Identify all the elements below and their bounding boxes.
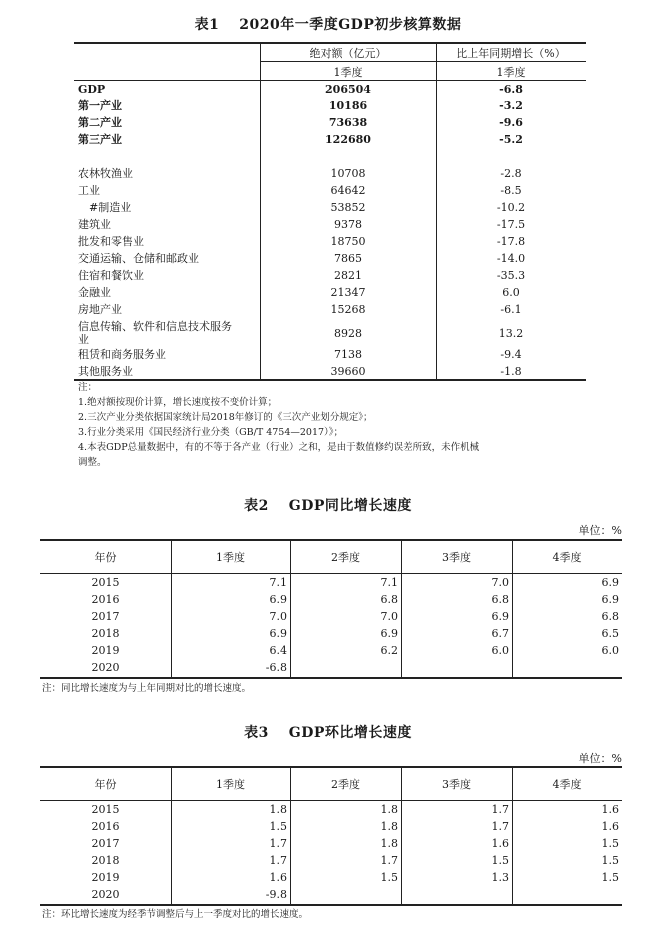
table1-note-line: 2.三次产业分类依据国家统计局2018年修订的《三次产业划分规定》； [78, 412, 373, 423]
table3-value-cell: 1.6 [601, 803, 619, 816]
table2-header-cell: 3季度 [442, 551, 471, 564]
table3-header-cell: 1季度 [216, 778, 245, 791]
table2-header-cell: 2季度 [331, 551, 360, 564]
row-label: 第二产业 [78, 116, 122, 129]
table2-value-cell: 6.9 [269, 593, 287, 606]
table1-header-mid-rule [260, 61, 586, 62]
row-growth-value: -6.8 [499, 83, 523, 96]
row-growth-value: -5.2 [499, 133, 523, 146]
table3-value-cell: 1.7 [491, 820, 509, 833]
table1-col-abs: 绝对额（亿元） [309, 47, 387, 60]
row-absolute-value: 7138 [334, 348, 362, 361]
row-growth-value: -8.5 [500, 184, 522, 197]
table2-value-cell: 6.0 [601, 644, 619, 657]
row-absolute-value: 10186 [328, 99, 368, 112]
table2-value-cell: 6.8 [380, 593, 398, 606]
table1-notes [78, 380, 479, 470]
table3-value-cell: 1.6 [601, 820, 619, 833]
table1-row [74, 199, 586, 216]
table2-value-cell: 6.0 [491, 644, 509, 657]
table1-row [74, 114, 586, 131]
table3-header-cell: 4季度 [552, 778, 582, 791]
table2-value-cell: 7.0 [380, 610, 398, 623]
table2-value-cell: 6.9 [380, 627, 398, 640]
table3-value-cell: -9.8 [265, 888, 287, 901]
table2-value-cell: 6.8 [601, 610, 619, 623]
table2-year-cell: 2020 [91, 661, 120, 674]
table2-value-cell: 6.7 [491, 627, 509, 640]
table3-value-cell: 1.5 [601, 871, 619, 884]
row-label: 第一产业 [78, 99, 122, 112]
row-absolute-value: 39660 [330, 365, 366, 378]
table3-unit: 单位：% [578, 752, 622, 765]
table1-row [74, 284, 586, 301]
table1-sub-growth: 1季度 [496, 66, 526, 79]
table2-value-cell: 7.0 [491, 576, 509, 589]
row-absolute-value: 64642 [330, 184, 366, 197]
table3-year-cell: 2018 [91, 854, 120, 867]
table2-value-cell: 6.9 [601, 593, 619, 606]
row-label: 交通运输、仓储和邮政业 [78, 252, 199, 265]
row-absolute-value: 10708 [330, 167, 366, 180]
table2-year-cell: 2017 [91, 610, 120, 623]
table2-rule [40, 539, 622, 541]
table3-year-cell: 2015 [91, 803, 120, 816]
table3-title: 表3 GDP环比增长速度 [244, 725, 412, 741]
table2-value-cell: 7.1 [269, 576, 287, 589]
row-label: 建筑业 [78, 218, 111, 231]
row-absolute-value: 8928 [334, 327, 362, 340]
table3-header-cell: 年份 [94, 778, 117, 791]
row-growth-value: 13.2 [498, 327, 524, 340]
table1-col-growth: 比上年同期增长（%） [456, 47, 566, 60]
table2-value-cell: -6.8 [265, 661, 287, 674]
table3-year-cell: 2020 [91, 888, 120, 901]
table3-header-cell: 3季度 [442, 778, 471, 791]
row-label: 金融业 [78, 286, 111, 299]
table1-row [74, 182, 586, 199]
row-absolute-value: 2821 [334, 269, 362, 282]
table1-row [74, 301, 586, 318]
table3-year-cell: 2017 [91, 837, 120, 850]
table2-value-cell: 6.2 [380, 644, 398, 657]
row-absolute-value: 206504 [325, 83, 371, 96]
row-absolute-value: 21347 [330, 286, 366, 299]
table1-note-line: 4.本表GDP总量数据中，有的不等于各产业（行业）之和，是由于数值修约误差所致，未作机械 [78, 442, 480, 453]
table1-row [74, 267, 586, 284]
table3-note: 注：环比增长速度为经季节调整后与上一季度对比的增长速度。 [42, 909, 309, 920]
table2-value-cell: 6.9 [269, 627, 287, 640]
table2-value-cell: 6.9 [601, 576, 619, 589]
table3-year-cell: 2016 [91, 820, 120, 833]
table2-value-cell: 6.4 [269, 644, 287, 657]
table2-header-cell: 1季度 [216, 551, 245, 564]
table3-value-cell: 1.8 [380, 803, 398, 816]
row-growth-value: -9.6 [499, 116, 523, 129]
table3-year-cell: 2019 [91, 871, 120, 884]
table3-value-cell: 1.5 [601, 837, 619, 850]
table1-note-line: 1.绝对额按现价计算，增长速度按不变价计算； [78, 397, 278, 408]
row-absolute-value: 18750 [330, 235, 366, 248]
row-growth-value: -1.8 [500, 365, 522, 378]
table1-row [74, 81, 586, 98]
table2-year-cell: 2019 [91, 644, 120, 657]
table2-value-cell: 6.9 [491, 610, 509, 623]
table3-value-cell: 1.5 [601, 854, 619, 867]
row-label: 工业 [78, 184, 100, 197]
row-label: 农林牧渔业 [78, 167, 133, 180]
table3-value-cell: 1.6 [491, 837, 509, 850]
table3-value-cell: 1.3 [491, 871, 509, 884]
table1-row [74, 233, 586, 250]
table2-title: 表2 GDP同比增长速度 [244, 498, 412, 514]
table1-sub-abs: 1季度 [333, 66, 363, 79]
row-absolute-value: 7865 [334, 252, 362, 265]
table2-rule [40, 677, 622, 679]
row-growth-value: 6.0 [502, 286, 520, 299]
row-absolute-value: 122680 [325, 133, 371, 146]
row-label: 租赁和商务服务业 [78, 348, 166, 361]
row-growth-value: -17.8 [496, 235, 526, 248]
row-label: 其他服务业 [78, 365, 133, 378]
row-growth-value: -2.8 [500, 167, 522, 180]
table3-header-cell: 2季度 [331, 778, 360, 791]
table3-value-cell: 1.5 [491, 854, 509, 867]
table1-row [74, 363, 586, 380]
table2-value-cell: 6.5 [601, 627, 619, 640]
table1-row [74, 346, 586, 363]
table1-title: 表1 2020年一季度GDP初步核算数据 [194, 17, 462, 33]
table1-note-line: 注： [78, 382, 98, 393]
row-growth-value: -9.4 [500, 348, 522, 361]
row-label: #制造业 [78, 201, 132, 214]
table3-value-cell: 1.7 [269, 837, 287, 850]
row-label-cont: 业 [78, 333, 89, 346]
table3-value-cell: 1.5 [380, 871, 398, 884]
row-label: 第三产业 [78, 133, 122, 146]
table1-note-line: 3.行业分类采用《国民经济行业分类（GB/T 4754—2017）》； [78, 427, 344, 438]
table2-year-cell: 2015 [91, 576, 120, 589]
row-label: 批发和零售业 [78, 235, 144, 248]
row-growth-value: -6.1 [500, 303, 522, 316]
table1-note-line: 调整。 [78, 457, 107, 468]
table3-value-cell: 1.8 [380, 820, 398, 833]
row-growth-value: -35.3 [496, 269, 526, 282]
table2-note: 注：同比增长速度为与上年同期对比的增长速度。 [42, 683, 252, 694]
row-label: 信息传输、软件和信息技术服务 [78, 320, 232, 333]
table3-value-cell: 1.8 [269, 803, 287, 816]
table1-row [74, 97, 586, 114]
table2-header-cell: 4季度 [552, 551, 582, 564]
row-growth-value: -14.0 [496, 252, 526, 265]
table1-row [74, 250, 586, 267]
row-absolute-value: 73638 [328, 116, 368, 129]
table3-value-cell: 1.7 [269, 854, 287, 867]
row-label: GDP [78, 83, 106, 96]
table1-row [74, 165, 586, 182]
table3-value-cell: 1.5 [269, 820, 287, 833]
table1-row [74, 216, 586, 233]
table2-value-cell: 7.1 [380, 576, 398, 589]
table3-value-cell: 1.8 [380, 837, 398, 850]
table2-value-cell: 7.0 [269, 610, 287, 623]
row-absolute-value: 53852 [330, 201, 366, 214]
table2-year-cell: 2018 [91, 627, 120, 640]
table3-value-cell: 1.7 [380, 854, 398, 867]
table2-unit: 单位：% [578, 524, 622, 537]
table3-value-cell: 1.6 [269, 871, 287, 884]
table3-value-cell: 1.7 [491, 803, 509, 816]
row-absolute-value: 15268 [330, 303, 366, 316]
row-label: 房地产业 [78, 303, 122, 316]
table2-header-cell: 年份 [94, 551, 117, 564]
table1-row [74, 131, 586, 148]
row-growth-value: -3.2 [499, 99, 523, 112]
table2-year-cell: 2016 [91, 593, 120, 606]
row-growth-value: -10.2 [496, 201, 526, 214]
table1-top-rule [74, 42, 586, 44]
row-growth-value: -17.5 [496, 218, 526, 231]
row-label: 住宿和餐饮业 [78, 269, 144, 282]
row-absolute-value: 9378 [334, 218, 362, 231]
table2-value-cell: 6.8 [491, 593, 509, 606]
table3-rule [40, 766, 622, 768]
